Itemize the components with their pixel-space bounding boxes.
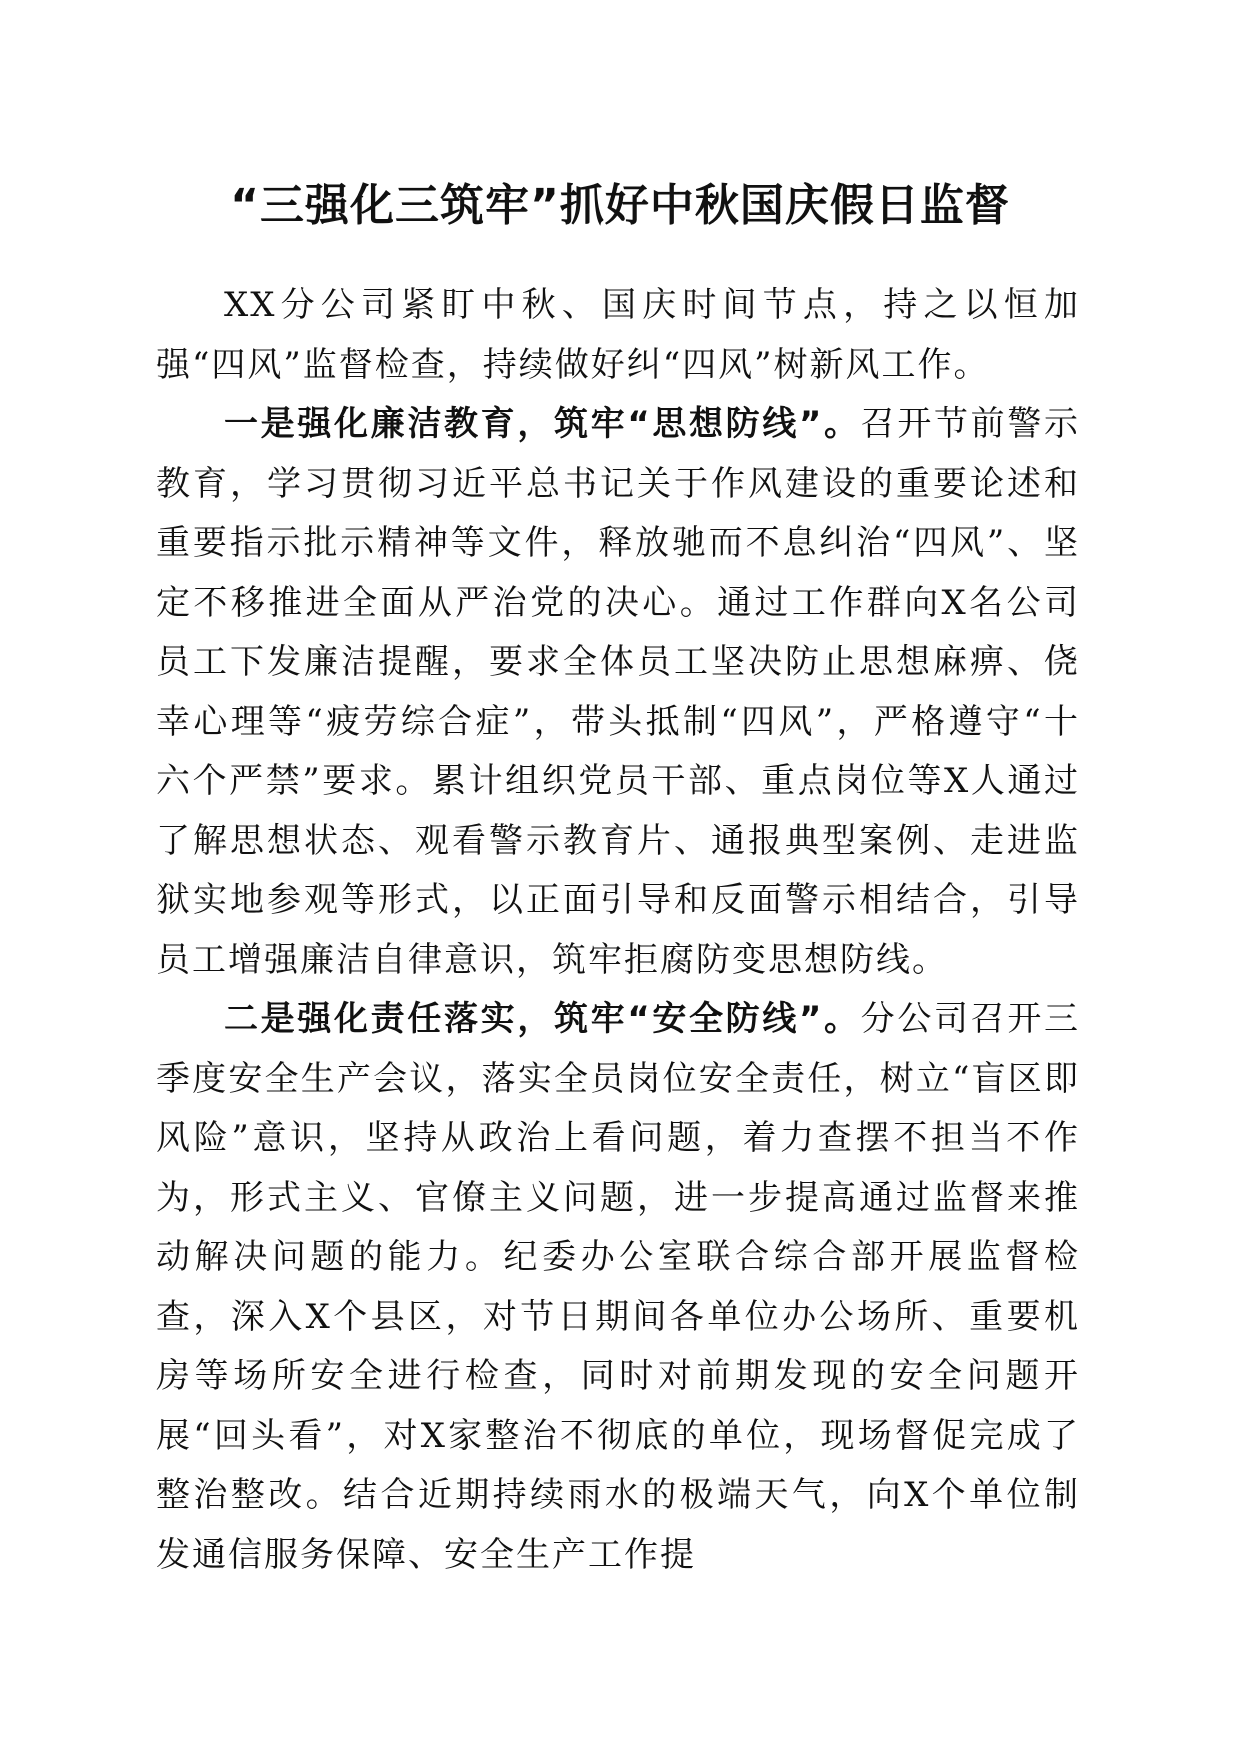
section-two-heading: 二是强化责任落实，筑牢“安全防线”。 xyxy=(224,999,861,1039)
section-two-paragraph xyxy=(156,990,1080,1585)
section-one-paragraph xyxy=(156,395,1080,990)
intro-paragraph xyxy=(156,276,1080,395)
document-body xyxy=(156,276,1080,1585)
section-one-text: 召开节前警示教育，学习贯彻习近平总书记关于作风建设的重要论述和重要指示批示精神等文件，释放驰而不息纠治“四风”、坚定不移推进全面从严治党的决心。通过工作群向X名公司员工下发廉洁提醒，要求全体员工坚决防止思想麻痹、侥幸心理等“疲劳综合症”，带头抵制“四风”，严格遵守“十六个严禁”要求。累计组织党员干部、重点岗位等X人通过了解思想状态、观看警示教育片、通报典型案例、走进监狱实地参观等形式，以正面引导和反面警示相结合，引导员工增强廉洁自律意识，筑牢拒腐防变思想防线。 xyxy=(156,404,1080,980)
section-two-text: 分公司召开三季度安全生产会议，落实全员岗位安全责任，树立“盲区即风险”意识，坚持从政治上看问题，着力查摆不担当不作为，形式主义、官僚主义问题，进一步提高通过监督来推动解决问题的能力。纪委办公室联合综合部开展监督检查，深入X个县区，对节日期间各单位办公场所、重要机房等场所安全进行检查，同时对前期发现的安全问题开展“回头看”，对X家整治不彻底的单位，现场督促完成了整治整改。结合近期持续雨水的极端天气，向X个单位制发通信服务保障、安全生产工作提 xyxy=(156,999,1080,1575)
section-one-heading: 一是强化廉洁教育，筑牢“思想防线”。 xyxy=(224,404,861,444)
intro-paragraph-text: XX分公司紧盯中秋、国庆时间节点，持之以恒加强“四风”监督检查，持续做好纠“四风”树新风工作。 xyxy=(156,285,1080,385)
document-title: “三强化三筑牢”抓好中秋国庆假日监督 xyxy=(230,180,1010,231)
